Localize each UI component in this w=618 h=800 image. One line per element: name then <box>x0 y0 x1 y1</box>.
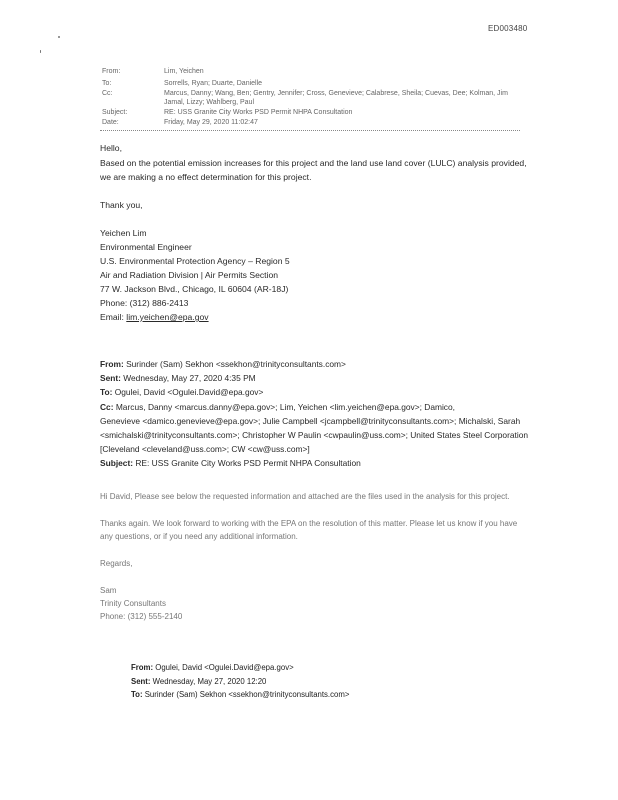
scan-speck <box>58 36 60 38</box>
signature-name: Yeichen Lim <box>100 228 147 238</box>
nested-from <box>131 661 511 675</box>
signature-phone: Phone: (312) 886-2413 <box>100 298 189 308</box>
forwarded-cc-line-2: Genevieve <damico.genevieve@epa.gov>; Julie Campbell <jcampbell@trinityconsultants.com>; Michalski, Sarah <box>100 415 521 426</box>
reply-greeting: Hello, <box>100 143 122 153</box>
forwarded-signature-line-3: Phone: (312) 555-2140 <box>100 612 183 621</box>
header-to-value: Sorrells, Ryan; Duarte, Danielle <box>164 80 263 87</box>
forwarded-cc-line-4: [Cleveland <cleveland@uss.com>; CW <cw@uss.com>] <box>100 444 310 455</box>
header-subject-value: RE: USS Granite City Works PSD Permit NHPA Consultation <box>164 109 353 116</box>
reply-paragraph: Based on the potential emission increases for this project and the land use land cover (LULC) analysis provided, we are making a no effect determination for this project. <box>100 158 527 182</box>
forwarded-subject-label: Subject: <box>100 458 134 469</box>
forwarded-cc-line-3: <smichalski@trinityconsultants.com>; Christopher W Paulin <cwpaulin@uss.com>; United States Steel Corporation <box>100 430 529 441</box>
signature-address: 77 W. Jackson Blvd., Chicago, IL 60604 (AR-18J) <box>100 284 289 294</box>
forwarded-from-label: From: <box>100 359 124 369</box>
signature-agency: U.S. Environmental Protection Agency – Region 5 <box>100 256 290 266</box>
forwarded-body-paragraph-1: Hi David, Please see below the requested information and attached are the files used in the analysis for this project. <box>100 492 510 501</box>
header-from-label: From: <box>102 68 121 75</box>
header-to <box>102 80 262 87</box>
forwarded-sent-label: Sent: <box>100 373 121 384</box>
forwarded-signature-line-2: Trinity Consultants <box>100 599 166 608</box>
forwarded-from <box>100 357 532 371</box>
nested-to-value: Surinder (Sam) Sekhon <ssekhon@trinityconsultants.com> <box>144 690 350 699</box>
header-date-label: Date: <box>102 119 119 126</box>
nested-header <box>131 661 511 702</box>
signature-email-label: Email: <box>100 312 124 322</box>
signature-title: Environmental Engineer <box>100 242 192 252</box>
forwarded-subject-value: RE: USS Granite City Works PSD Permit NHPA Consultation <box>135 458 361 469</box>
bates-number: ED003480 <box>488 24 528 33</box>
header-cc-label: Cc: <box>102 90 113 97</box>
forwarded-sent <box>100 371 532 385</box>
reply-body <box>100 141 530 324</box>
header-date-value: Friday, May 29, 2020 11:02:47 <box>164 119 258 126</box>
forwarded-from-value: Surinder (Sam) Sekhon <ssekhon@trinityconsultants.com> <box>126 359 346 369</box>
forwarded-subject <box>100 456 532 470</box>
header-from-value: Lim, Yeichen <box>164 68 204 75</box>
reply-thanks: Thank you, <box>100 200 143 210</box>
forwarded-to-label: To: <box>100 387 113 398</box>
forwarded-to-value: Ogulei, David <Ogulei.David@epa.gov> <box>114 387 264 398</box>
header-subject <box>102 109 352 116</box>
nested-sent-label: Sent: <box>131 676 151 686</box>
forwarded-cc <box>100 400 532 414</box>
signature-email-link[interactable]: lim.yeichen@epa.gov <box>126 312 209 322</box>
header-date <box>102 119 258 126</box>
header-cc-value-2: Jamal, Lizzy; Wahlberg, Paul <box>164 99 254 106</box>
signature-division: Air and Radiation Division | Air Permits Section <box>100 270 279 280</box>
forwarded-sent-value: Wednesday, May 27, 2020 4:35 PM <box>123 373 256 384</box>
forwarded-to <box>100 385 532 399</box>
forwarded-cc-line-1: Marcus, Danny <marcus.danny@epa.gov>; Lim, Yeichen <lim.yeichen@epa.gov>; Damico, <box>115 401 455 412</box>
forwarded-cc-label: Cc: <box>100 401 114 412</box>
forwarded-header <box>100 357 532 471</box>
header-from <box>102 68 204 75</box>
nested-from-value: Ogulei, David <Ogulei.David@epa.gov> <box>155 663 294 672</box>
header-separator <box>100 130 520 131</box>
nested-to-label: To: <box>131 690 143 699</box>
forwarded-signature-line-1: Sam <box>100 586 117 595</box>
header-subject-label: Subject: <box>102 109 128 116</box>
nested-sent <box>131 675 511 689</box>
forwarded-body <box>100 490 530 623</box>
header-to-label: To: <box>102 80 112 87</box>
header-cc-value: Marcus, Danny; Wang, Ben; Gentry, Jennifer; Cross, Genevieve; Calabrese, Sheila; Cuevas, Dee; Kolman, Jim <box>164 90 508 97</box>
forwarded-body-paragraph-2: Thanks again. We look forward to working with the EPA on the resolution of this matter. Please let us know if you have any questions, or if you need any additional information. <box>100 519 518 541</box>
forwarded-regards: Regards, <box>100 559 133 568</box>
scan-speck <box>40 50 41 53</box>
header-cc <box>102 90 508 97</box>
nested-sent-value: Wednesday, May 27, 2020 12:20 <box>152 676 267 686</box>
nested-from-label: From: <box>131 663 154 672</box>
signature-email-line <box>100 310 530 324</box>
nested-to <box>131 688 511 702</box>
header-cc-continued <box>102 99 254 106</box>
